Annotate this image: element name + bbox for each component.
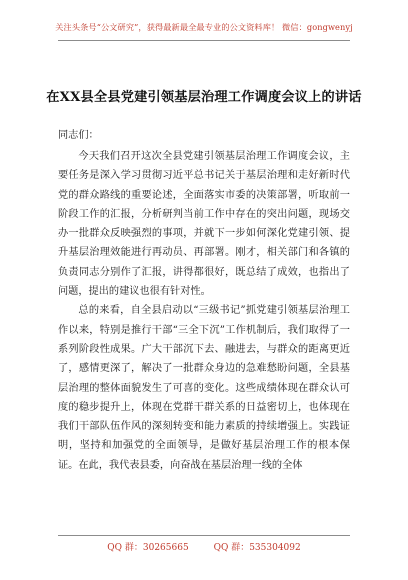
header-note: 关注头条号“公文研究”，获得最新最全最专业的公文资料库！ 微信：gongwenyj	[55, 22, 353, 32]
header-divider	[58, 40, 350, 41]
footer	[0, 540, 408, 553]
footer-qq-group-2: QQ 群：535304092	[213, 543, 301, 553]
salutation: 同志们：	[58, 130, 99, 141]
paragraph: 今天我们召开这次全县党建引领基层治理工作调度会议，主要任务是深入学习贯彻习近平总书记关于基层治理和走好新时代党的群众路线的重要论述，全面落实市委的决策部署，听取前一阶段工作的汇报，分析研判当前工作中存在的突出问题，现场交办一批群众反映强烈的事项，并就下一步如何深化党建引领、提升基层治理效能进行再动员、再部署。刚才，相关部门和各镇的负责同志分别作了汇报，讲得都很好，既总结了成效，也指出了问题，提出的建议也很有针对性。	[58, 151, 350, 298]
document-body	[58, 147, 350, 475]
paragraph: 总的来看，自全县启动以“三级书记”抓党建引领基层治理工作以来，特别是推行干部“三全下沉”工作机制后，我们取得了一系列阶段性成果。广大干部沉下去、融进去，与群众的距离更近了，感情更深了，解决了一批群众身边的急难愁盼问题，全县基层治理的整体面貌发生了可喜的变化。这些成绩体现在群众认可度的稳步提升上，体现在党群干群关系的日益密切上，也体现在我们干部队伍作风的深刻转变和能力素质的持续增强上。实践证明，坚持和加强党的全面领导，是做好基层治理工作的根本保证。在此，我代表县委，向奋战在基层治理一线的全体	[58, 305, 350, 471]
footer-qq-group-1: QQ 群：30265665	[107, 543, 189, 553]
footer-divider	[58, 535, 350, 536]
document-title: 在XX县全县党建引领基层治理工作调度会议上的讲话	[46, 90, 362, 105]
